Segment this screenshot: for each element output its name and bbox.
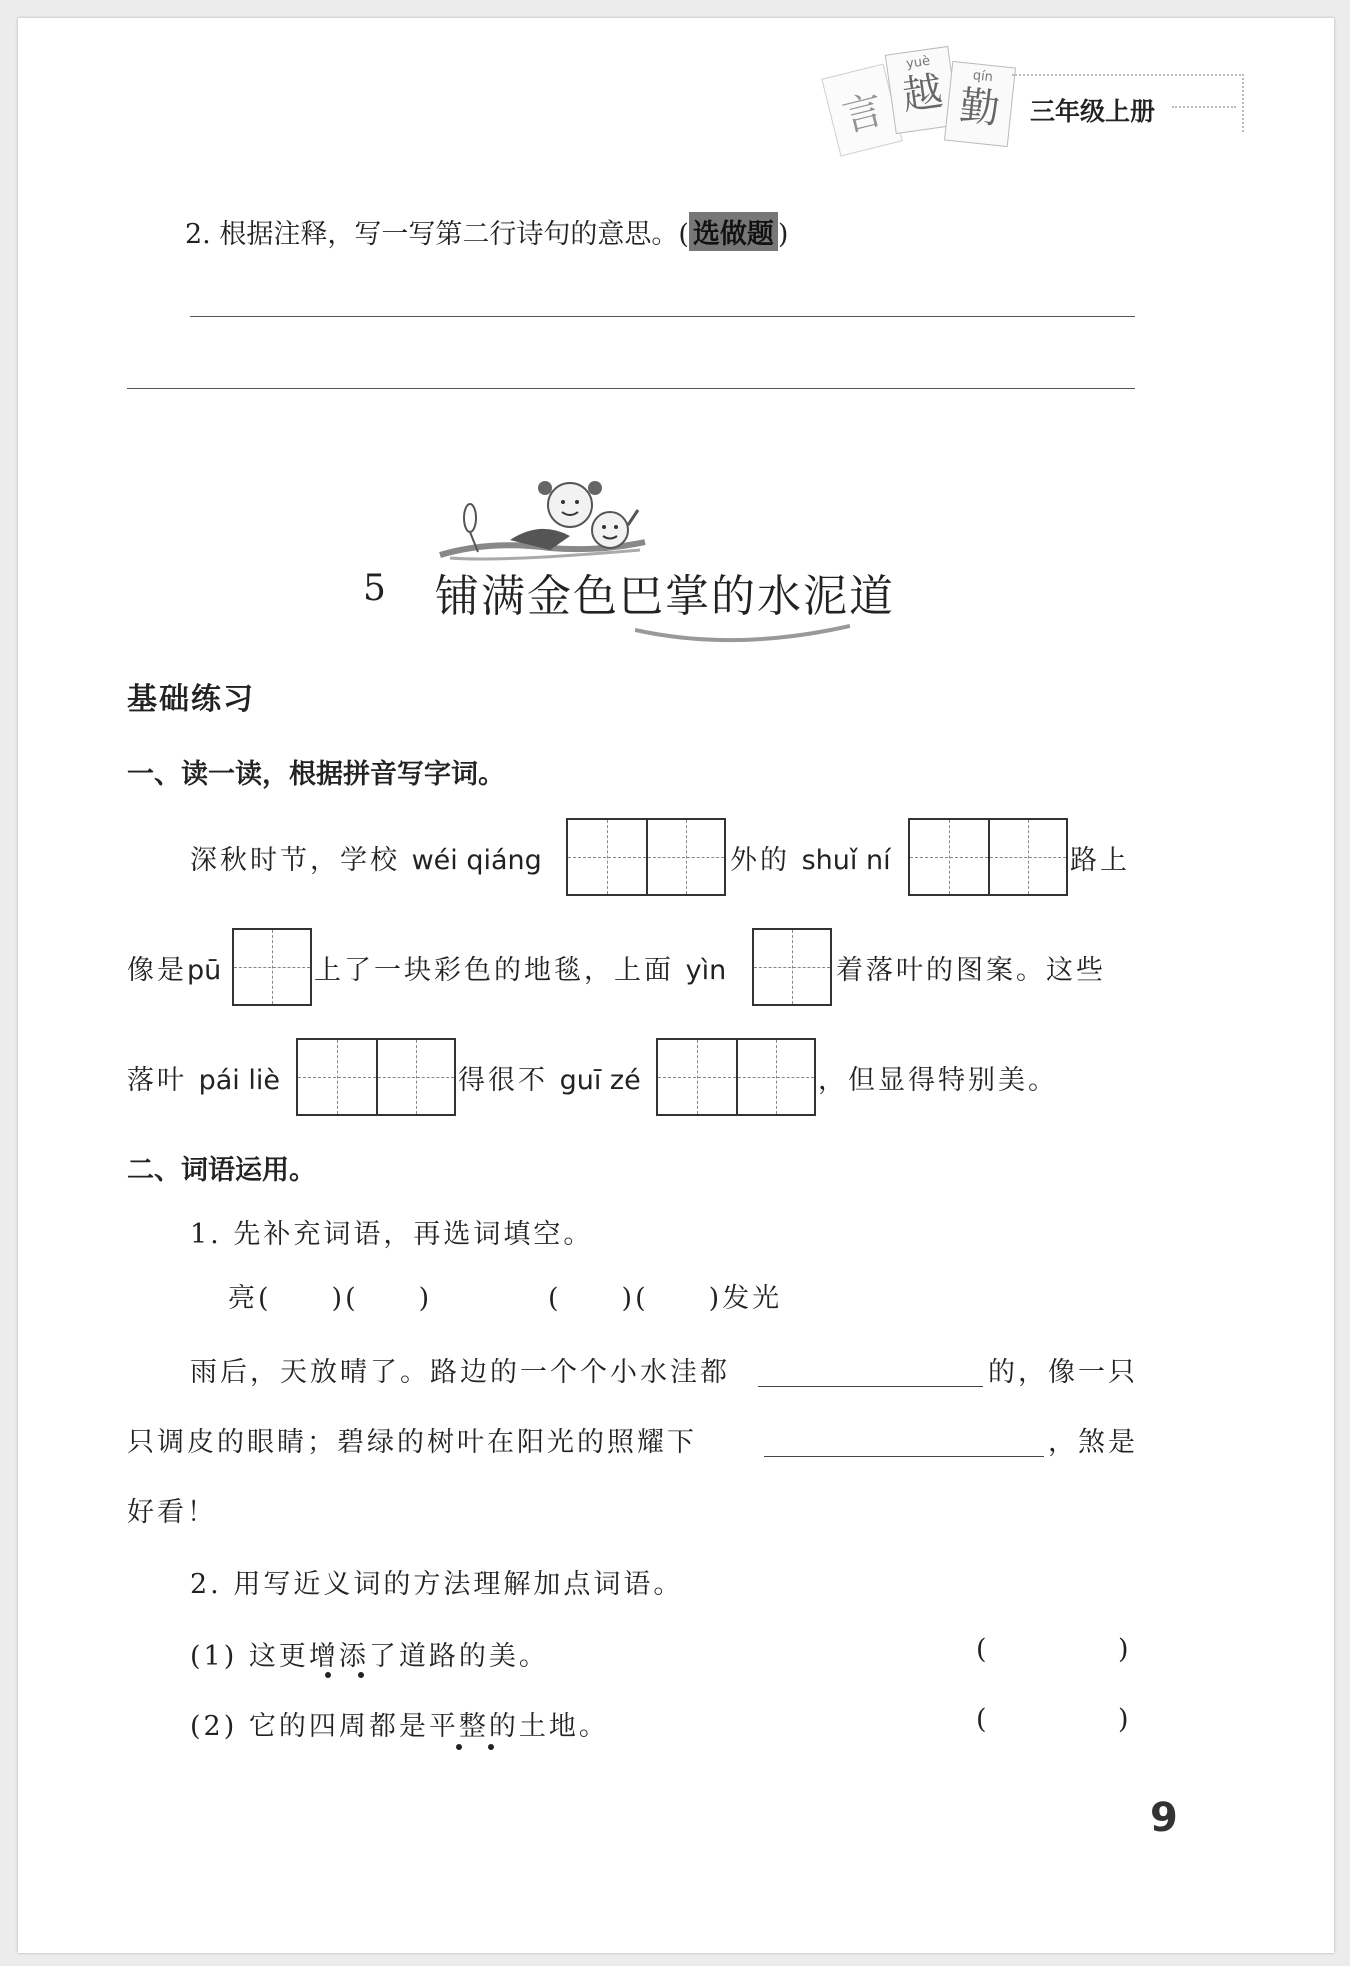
answer-paren-close-1: ) (1118, 1634, 1132, 1665)
logo-card-1: 言 (821, 63, 902, 156)
answer-paren-open-1[interactable]: ( (976, 1634, 990, 1665)
emphasis-dot (358, 1672, 364, 1678)
emphasis-dot (488, 1744, 494, 1750)
part2-question-2: 2. 用写近义词的方法理解加点词语。 (190, 1569, 684, 1600)
part1-line1-c: 路上 (1070, 845, 1130, 876)
idiom-fill-left[interactable]: 亮( )( ) (228, 1283, 433, 1314)
fill-sentence-3: 好看！ (127, 1497, 217, 1528)
part1-line1-a: 深秋时节，学校 wéi qiáng (190, 845, 542, 876)
part1-heading: 一、读一读，根据拼音写字词。 (127, 759, 505, 790)
fill-blank-1[interactable] (758, 1386, 983, 1387)
answer-line-2[interactable] (127, 388, 1135, 389)
part1-line1-b: 外的 shuǐ ní (730, 845, 891, 876)
question-2-text: 2. 根据注释，写一写第二行诗句的意思。( (185, 219, 689, 250)
synonym-item-1: (1) 这更增添了道路的美。 (190, 1641, 549, 1672)
question-2: 2. 根据注释，写一写第二行诗句的意思。( 选做题 ) (185, 212, 788, 251)
fill-blank-2[interactable] (764, 1456, 1044, 1457)
part1-line2-c: 着落叶的图案。这些 (836, 955, 1106, 986)
answer-line-1[interactable] (190, 316, 1135, 317)
answer-paren-open-2[interactable]: ( (976, 1704, 990, 1735)
pinyin-guize: guī zé (559, 1065, 641, 1096)
char-grid-yin[interactable] (752, 928, 832, 1006)
synonym-item-2: (2) 它的四周都是平整的土地。 (190, 1711, 609, 1742)
fill-sentence-2b: ，煞是 (1048, 1427, 1138, 1458)
emphasis-dot (456, 1744, 462, 1750)
char-grid-pu[interactable] (232, 928, 312, 1006)
pinyin-weiqiang: wéi qiáng (411, 845, 542, 876)
pinyin-yin: yìn (685, 955, 727, 986)
part2-heading: 二、词语运用。 (127, 1155, 316, 1186)
emphasis-dot (325, 1672, 331, 1678)
optional-tag: 选做题 (689, 212, 778, 251)
char-grid-guize[interactable] (656, 1038, 816, 1116)
fill-sentence-1b: 的，像一只 (988, 1357, 1138, 1388)
grade-label: 三年级上册 (1030, 97, 1156, 126)
char-grid-weiqiang[interactable] (566, 818, 726, 896)
part1-line2-a: 像是pū (127, 955, 222, 986)
pinyin-pu: pū (187, 955, 222, 986)
char-grid-pailie[interactable] (296, 1038, 456, 1116)
page-number: 9 (1150, 1795, 1178, 1841)
part1-line3-b: 得很不 guī zé (458, 1065, 641, 1096)
part1-line3-c: ，但显得特别美。 (818, 1065, 1058, 1096)
title-swoosh (635, 622, 850, 646)
part1-line2-b: 上了一块彩色的地毯，上面 yìn (314, 955, 727, 986)
header-divider (1172, 106, 1236, 108)
lesson-number: 5 (363, 568, 386, 609)
section-heading-basic: 基础练习 (127, 682, 255, 717)
part1-line3-a: 落叶 pái liè (127, 1065, 280, 1096)
pinyin-shuini: shuǐ ní (801, 845, 891, 876)
book-logo (820, 40, 1010, 170)
char-grid-shuini[interactable] (908, 818, 1068, 896)
pinyin-pailie: pái liè (198, 1065, 280, 1096)
fill-sentence-1a: 雨后，天放晴了。路边的一个个小水洼都 (190, 1357, 730, 1388)
part2-question-1: 1. 先补充词语，再选词填空。 (190, 1219, 594, 1250)
idiom-fill-right[interactable]: ( )( )发光 (548, 1283, 783, 1314)
answer-paren-close-2: ) (1118, 1704, 1132, 1735)
lesson-title: 铺满金色巴掌的水泥道 (435, 571, 895, 622)
logo-card-2: yuè 越 (885, 46, 960, 134)
fill-sentence-2a: 只调皮的眼睛；碧绿的树叶在阳光的照耀下 (127, 1427, 697, 1458)
logo-card-3: qín 勤 (944, 61, 1016, 147)
